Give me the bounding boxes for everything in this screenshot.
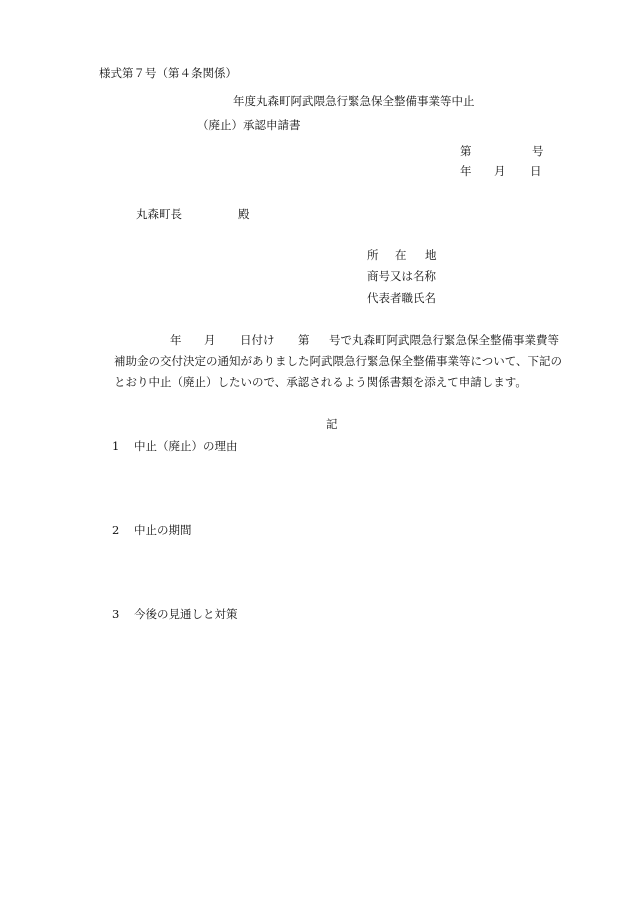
address-char-3: 地	[425, 248, 437, 262]
address-char-2: 在	[395, 248, 407, 262]
ki-heading: 記	[326, 417, 338, 431]
list-item	[112, 441, 238, 453]
date-year: 年	[460, 164, 472, 178]
item-label: 中止（廃止）の理由	[134, 439, 238, 453]
list-item	[112, 525, 192, 537]
date-month: 月	[494, 164, 506, 178]
title-line-2: （廃止）承認申請書	[197, 118, 301, 132]
document-number-suffix: 号	[532, 144, 544, 158]
body-line-1-rest: 号で丸森町阿武隈急行緊急保全整備事業費等	[329, 333, 559, 347]
address-char-1: 所	[367, 248, 379, 262]
body-year: 年	[170, 333, 182, 347]
applicant-address-label	[367, 250, 437, 262]
title-line-1: 年度丸森町阿武隈急行緊急保全整備事業等中止	[233, 94, 475, 108]
item-label: 中止の期間	[134, 523, 192, 537]
item-label: 今後の見通しと対策	[134, 607, 238, 621]
addressee-name: 丸森町長	[136, 207, 182, 221]
body-line-1	[170, 335, 559, 347]
document-date	[460, 166, 542, 178]
form-label: 様式第７号（第４条関係）	[99, 66, 237, 80]
body-number-prefix: 第	[298, 333, 310, 347]
addressee	[136, 209, 250, 221]
list-item	[112, 609, 238, 621]
date-day: 日	[530, 164, 542, 178]
document-number-prefix: 第	[460, 144, 472, 158]
body-day: 日付け	[240, 333, 275, 347]
item-number: 1	[112, 439, 120, 453]
body-month: 月	[204, 333, 216, 347]
applicant-representative-label: 代表者職氏名	[367, 291, 436, 305]
addressee-honorific: 殿	[238, 207, 250, 221]
body-line-2: 補助金の交付決定の通知がありました阿武隈急行緊急保全整備事業等について、下記の	[114, 354, 563, 368]
document-number	[460, 146, 544, 158]
applicant-trade-name-label: 商号又は名称	[367, 269, 436, 283]
item-number: 2	[112, 523, 120, 537]
body-line-3: とおり中止（廃止）したいので、承認されるよう関係書類を添えて申請します。	[114, 375, 527, 389]
item-number: 3	[112, 607, 120, 621]
